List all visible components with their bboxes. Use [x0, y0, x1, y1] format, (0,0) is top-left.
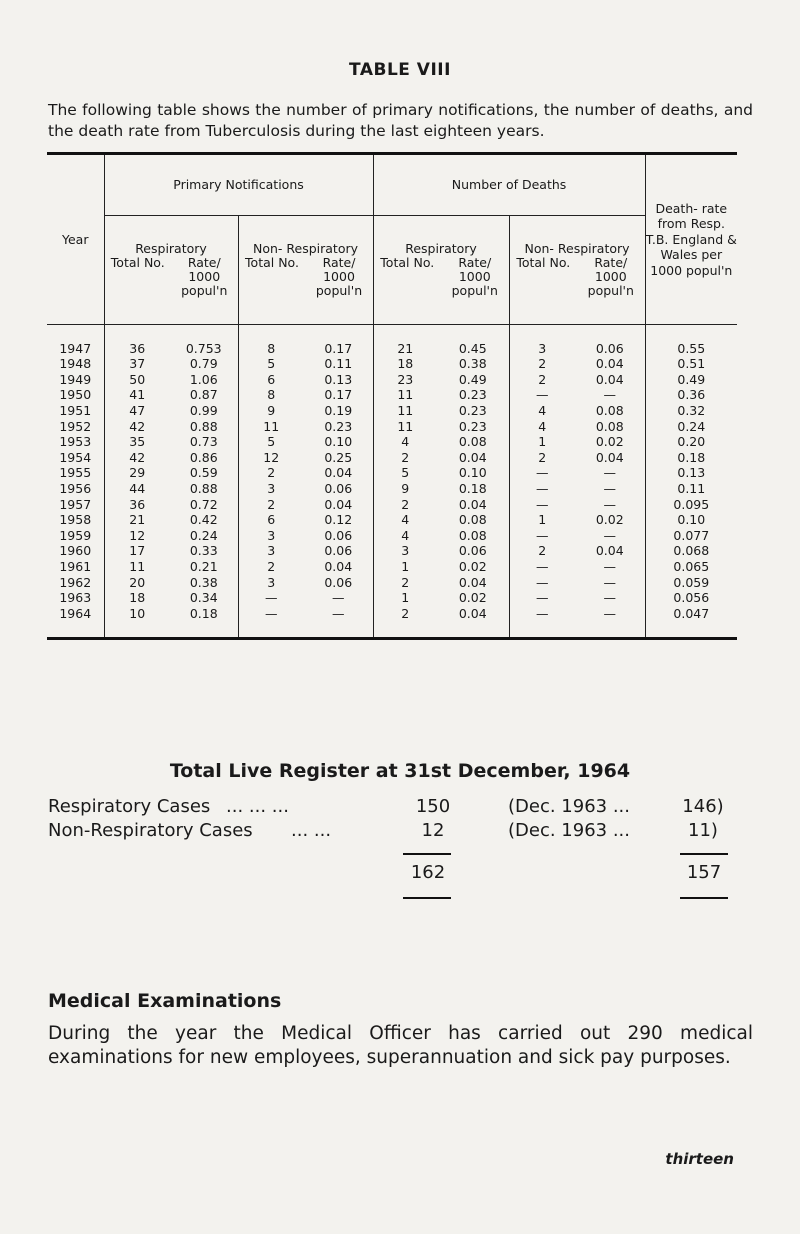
cell-year: 1958 [59, 512, 92, 528]
cell-d-n-total: — [509, 497, 575, 513]
cell-year: 1957 [59, 496, 92, 512]
cell-d-r-rate: 0.08 [458, 527, 487, 543]
table-row [47, 356, 737, 372]
cell-d-n-total: — [509, 559, 575, 575]
cell-ew: 0.20 [645, 434, 737, 450]
cell-d-n-rate: 0.08 [595, 418, 624, 434]
pn-respiratory-label: Respiratory [135, 241, 207, 256]
cell-ew: 0.49 [645, 372, 737, 388]
cell-pn-r-rate: 0.753 [185, 340, 222, 356]
register-rule [680, 897, 728, 899]
cell-pn-r-rate: 0.88 [189, 480, 218, 496]
cell-year: 1961 [59, 558, 92, 574]
cell-pn-n-rate: 0.25 [324, 449, 353, 465]
cell-d-n-rate: 0.06 [595, 340, 624, 356]
cell-d-r-total: 4 [373, 512, 437, 528]
cell-d-n-total: 1 [509, 434, 575, 450]
table-row [47, 450, 737, 466]
cell-year: 1962 [59, 574, 92, 590]
cell-year: 1956 [59, 480, 92, 496]
cell-pn-r-total: 12 [104, 528, 170, 544]
cell-year: 1964 [59, 605, 92, 621]
cell-d-r-total: 21 [373, 341, 437, 357]
cell-d-n-rate: — [603, 558, 617, 574]
cell-year: 1955 [59, 465, 92, 481]
cell-d-n-total: — [509, 590, 575, 606]
cell-year: 1960 [59, 543, 92, 559]
table-row [47, 543, 737, 559]
cell-pn-n-total: 9 [238, 403, 304, 419]
cell-ew: 0.068 [645, 543, 737, 559]
table-title: TABLE VIII [349, 60, 451, 80]
cell-pn-r-rate: 0.86 [189, 449, 218, 465]
cell-d-r-total: 2 [373, 606, 437, 622]
cell-ew: 0.065 [645, 559, 737, 575]
cell-pn-n-rate: — [332, 590, 345, 606]
cell-d-r-rate: 0.04 [458, 605, 487, 621]
cell-d-n-rate: — [603, 590, 617, 606]
pn-n-total-label: Total No. [245, 255, 299, 270]
cell-d-n-rate: — [603, 465, 617, 481]
cell-pn-n-total: 3 [238, 543, 304, 559]
cell-ew: 0.047 [645, 606, 737, 622]
cell-pn-n-rate: 0.06 [324, 543, 353, 559]
register-dots: ... ... ... [226, 796, 289, 817]
cell-pn-r-rate: 0.99 [189, 402, 218, 418]
register-rule [403, 897, 451, 899]
cell-d-r-total: 11 [373, 419, 437, 435]
cell-d-n-total: 4 [509, 403, 575, 419]
cell-pn-r-rate: 1.06 [189, 371, 218, 387]
cell-pn-n-rate: 0.06 [324, 574, 353, 590]
cell-d-n-total: 2 [509, 450, 575, 466]
cell-d-n-rate: — [603, 605, 617, 621]
cell-d-n-total: 1 [509, 512, 575, 528]
cell-pn-r-total: 42 [104, 450, 170, 466]
cell-pn-n-rate: 0.19 [324, 402, 353, 418]
cell-d-r-rate: 0.38 [458, 356, 487, 372]
register-row-nonrespiratory [48, 820, 748, 844]
cell-d-n-rate: — [603, 480, 617, 496]
table-row [47, 497, 737, 513]
cell-pn-n-rate: 0.17 [324, 340, 353, 356]
register-row-respiratory [48, 796, 748, 820]
cell-d-n-rate: — [603, 387, 617, 403]
cell-d-r-rate: 0.04 [458, 449, 487, 465]
cell-pn-r-rate: 0.21 [189, 558, 218, 574]
cell-d-n-rate: 0.08 [595, 402, 624, 418]
cell-d-r-total: 11 [373, 387, 437, 403]
table-row [47, 434, 737, 450]
cell-pn-r-rate: 0.18 [189, 605, 218, 621]
cell-pn-n-rate: — [332, 605, 345, 621]
cell-pn-r-total: 10 [104, 606, 170, 622]
cell-pn-n-rate: 0.17 [324, 387, 353, 403]
cell-year: 1949 [59, 371, 92, 387]
cell-ew: 0.11 [645, 481, 737, 497]
d-n-total-label: Total No. [516, 255, 571, 270]
cell-d-r-rate: 0.10 [458, 465, 487, 481]
pn-n-rate-label: Rate/ 1000 popul'n [315, 255, 363, 298]
cell-pn-n-total: 3 [238, 528, 304, 544]
cell-pn-r-total: 36 [104, 497, 170, 513]
register-list [48, 796, 748, 844]
register-label: Non-Respiratory Cases [48, 820, 253, 841]
cell-year: 1953 [59, 434, 92, 450]
cell-pn-n-total: 2 [238, 497, 304, 513]
cell-pn-r-rate: 0.72 [189, 496, 218, 512]
table-row [47, 590, 737, 606]
cell-pn-n-total: 2 [238, 559, 304, 575]
cell-year: 1947 [59, 340, 92, 356]
cell-pn-n-rate: 0.11 [324, 356, 353, 372]
cell-pn-r-total: 47 [104, 403, 170, 419]
cell-pn-r-rate: 0.38 [189, 574, 218, 590]
cell-d-r-total: 4 [373, 528, 437, 544]
d-respiratory-label: Respiratory [405, 241, 477, 256]
cell-d-n-rate: 0.04 [595, 371, 624, 387]
d-nonrespiratory-label: Non- Respiratory [524, 241, 630, 256]
cell-d-r-rate: 0.23 [458, 418, 487, 434]
d-r-rate-label: Rate/ 1000 popul'n [451, 255, 498, 298]
cell-pn-n-total: 5 [238, 434, 304, 450]
cell-d-n-total: — [509, 481, 575, 497]
cell-d-n-total: 4 [509, 419, 575, 435]
cell-d-r-rate: 0.45 [458, 340, 487, 356]
register-prev-value: 146) [682, 796, 724, 817]
table-row [47, 606, 737, 622]
table-row [47, 465, 737, 481]
tb-table [47, 152, 737, 640]
register-total: 162 [410, 862, 446, 883]
cell-ew: 0.056 [645, 590, 737, 606]
cell-d-r-rate: 0.49 [458, 371, 487, 387]
cell-pn-r-rate: 0.24 [189, 527, 218, 543]
cell-d-r-total: 3 [373, 543, 437, 559]
d-r-total-label: Total No. [380, 255, 435, 270]
cell-d-n-rate: — [603, 496, 617, 512]
cell-pn-r-total: 17 [104, 543, 170, 559]
cell-pn-n-rate: 0.10 [324, 434, 353, 450]
cell-d-r-total: 23 [373, 372, 437, 388]
table-row [47, 341, 737, 357]
cell-d-r-rate: 0.23 [458, 402, 487, 418]
cell-pn-r-total: 42 [104, 419, 170, 435]
table-row [47, 512, 737, 528]
table-row [47, 403, 737, 419]
cell-d-n-total: — [509, 606, 575, 622]
cell-ew: 0.55 [645, 341, 737, 357]
cell-ew: 0.059 [645, 575, 737, 591]
cell-d-r-rate: 0.06 [458, 543, 487, 559]
cell-ew: 0.24 [645, 419, 737, 435]
cell-pn-r-total: 37 [104, 356, 170, 372]
number-of-deaths-header: Number of Deaths [373, 154, 645, 216]
register-prev-total: 157 [686, 862, 722, 883]
cell-d-r-total: 9 [373, 481, 437, 497]
cell-year: 1959 [59, 527, 92, 543]
register-prev-value: 11) [688, 820, 718, 841]
cell-d-r-rate: 0.02 [458, 558, 487, 574]
cell-d-r-total: 2 [373, 575, 437, 591]
cell-d-r-total: 4 [373, 434, 437, 450]
pn-nonrespiratory-label: Non- Respiratory [252, 241, 359, 256]
cell-ew: 0.51 [645, 356, 737, 372]
cell-d-n-rate: 0.02 [595, 512, 624, 528]
year-header: Year [62, 231, 89, 247]
cell-d-r-rate: 0.18 [458, 480, 487, 496]
register-rule [680, 853, 728, 855]
cell-pn-r-total: 35 [104, 434, 170, 450]
cell-d-r-rate: 0.02 [458, 590, 487, 606]
cell-pn-n-rate: 0.12 [324, 512, 353, 528]
cell-d-n-total: — [509, 387, 575, 403]
cell-pn-r-rate: 0.59 [189, 465, 218, 481]
cell-pn-n-rate: 0.06 [324, 480, 353, 496]
cell-d-n-rate: 0.04 [595, 543, 624, 559]
cell-d-r-rate: 0.08 [458, 434, 487, 450]
cell-ew: 0.36 [645, 387, 737, 403]
cell-pn-r-rate: 0.79 [189, 356, 218, 372]
cell-pn-n-total: — [238, 606, 304, 622]
cell-ew: 0.077 [645, 528, 737, 544]
cell-pn-n-total: 12 [238, 450, 304, 466]
cell-d-n-rate: 0.02 [595, 434, 624, 450]
register-prev-label: (Dec. 1963 ... [508, 820, 630, 841]
cell-pn-n-total: 8 [238, 387, 304, 403]
cell-ew: 0.18 [645, 450, 737, 466]
table-row [47, 372, 737, 388]
cell-pn-n-total: 2 [238, 465, 304, 481]
page-number: thirteen [665, 1150, 734, 1168]
intro-paragraph: The following table shows the number of primary notifications, the number of deaths, and the death rate from Tuberculosis during the last eighteen years. [48, 101, 753, 140]
table-row [47, 481, 737, 497]
cell-ew: 0.10 [645, 512, 737, 528]
cell-d-r-rate: 0.04 [458, 496, 487, 512]
cell-pn-r-rate: 0.87 [189, 387, 218, 403]
cell-d-r-rate: 0.08 [458, 512, 487, 528]
register-prev-label: (Dec. 1963 ... [508, 796, 630, 817]
cell-pn-n-rate: 0.23 [324, 418, 353, 434]
pn-respiratory-subheader [104, 216, 238, 325]
cell-pn-r-total: 44 [104, 481, 170, 497]
table-row [47, 575, 737, 591]
register-dots: ... ... [291, 820, 332, 841]
cell-d-n-rate: 0.04 [595, 356, 624, 372]
cell-d-r-rate: 0.23 [458, 387, 487, 403]
table-row [47, 559, 737, 575]
cell-pn-n-rate: 0.04 [324, 558, 353, 574]
cell-d-r-total: 1 [373, 559, 437, 575]
d-n-rate-label: Rate/ 1000 popul'n [587, 255, 634, 298]
register-value: 150 [415, 796, 451, 817]
cell-year: 1954 [59, 449, 92, 465]
table-row [47, 387, 737, 403]
cell-pn-n-rate: 0.06 [324, 527, 353, 543]
medical-title: Medical Examinations [48, 990, 282, 1012]
cell-pn-r-total: 29 [104, 465, 170, 481]
cell-pn-n-total: — [238, 590, 304, 606]
cell-pn-r-total: 18 [104, 590, 170, 606]
cell-year: 1951 [59, 402, 92, 418]
cell-pn-n-total: 5 [238, 356, 304, 372]
cell-d-n-total: — [509, 528, 575, 544]
cell-year: 1952 [59, 418, 92, 434]
medical-text: During the year the Medical Officer has carried out 290 medical examinations for new employees, superannuation and sick pay purposes. [48, 1023, 753, 1068]
cell-pn-r-total: 11 [104, 559, 170, 575]
cell-pn-n-total: 8 [238, 341, 304, 357]
cell-d-r-total: 2 [373, 450, 437, 466]
cell-d-n-total: — [509, 465, 575, 481]
cell-d-r-total: 18 [373, 356, 437, 372]
register-title: Total Live Register at 31st December, 1964 [169, 760, 631, 782]
cell-d-n-total: 3 [509, 341, 575, 357]
cell-year: 1948 [59, 356, 92, 372]
cell-pn-r-total: 21 [104, 512, 170, 528]
cell-pn-n-total: 6 [238, 512, 304, 528]
cell-d-n-total: 2 [509, 543, 575, 559]
cell-pn-r-total: 50 [104, 372, 170, 388]
pn-nonrespiratory-subheader [238, 216, 373, 325]
cell-pn-r-total: 20 [104, 575, 170, 591]
primary-notifications-header: Primary Notifications [104, 154, 373, 216]
cell-d-r-total: 2 [373, 497, 437, 513]
cell-d-r-total: 1 [373, 590, 437, 606]
cell-pn-r-rate: 0.42 [189, 512, 218, 528]
cell-pn-n-total: 6 [238, 372, 304, 388]
cell-pn-n-total: 3 [238, 575, 304, 591]
cell-pn-n-total: 3 [238, 481, 304, 497]
register-label: Respiratory Cases [48, 796, 211, 817]
cell-year: 1950 [59, 387, 92, 403]
cell-pn-r-rate: 0.34 [189, 590, 218, 606]
register-value: 12 [421, 820, 445, 841]
cell-year: 1963 [59, 590, 92, 606]
cell-pn-r-total: 41 [104, 387, 170, 403]
cell-pn-r-total: 36 [104, 341, 170, 357]
cell-ew: 0.095 [645, 497, 737, 513]
cell-pn-n-total: 11 [238, 419, 304, 435]
cell-pn-r-rate: 0.33 [189, 543, 218, 559]
pn-r-total-label: Total No. [110, 255, 165, 270]
cell-pn-n-rate: 0.04 [324, 496, 353, 512]
cell-d-n-total: 2 [509, 372, 575, 388]
cell-d-n-rate: — [603, 527, 617, 543]
cell-ew: 0.13 [645, 465, 737, 481]
death-rate-header: Death- rate from Resp. T.B. England & Wales per 1000 popul'n [645, 154, 737, 325]
cell-d-r-total: 11 [373, 403, 437, 419]
cell-d-n-total: — [509, 575, 575, 591]
table-row [47, 528, 737, 544]
cell-d-r-rate: 0.04 [458, 574, 487, 590]
cell-pn-n-rate: 0.13 [324, 371, 353, 387]
cell-d-n-total: 2 [509, 356, 575, 372]
d-respiratory-subheader [373, 216, 509, 325]
pn-r-rate-label: Rate/ 1000 popul'n [181, 255, 228, 298]
cell-pn-r-rate: 0.73 [189, 434, 218, 450]
cell-pn-r-rate: 0.88 [189, 418, 218, 434]
cell-ew: 0.32 [645, 403, 737, 419]
cell-d-n-rate: — [603, 574, 617, 590]
cell-d-n-rate: 0.04 [595, 449, 624, 465]
cell-pn-n-rate: 0.04 [324, 465, 353, 481]
register-rule [403, 853, 451, 855]
d-nonrespiratory-subheader [509, 216, 645, 325]
table-row [47, 419, 737, 435]
cell-d-r-total: 5 [373, 465, 437, 481]
